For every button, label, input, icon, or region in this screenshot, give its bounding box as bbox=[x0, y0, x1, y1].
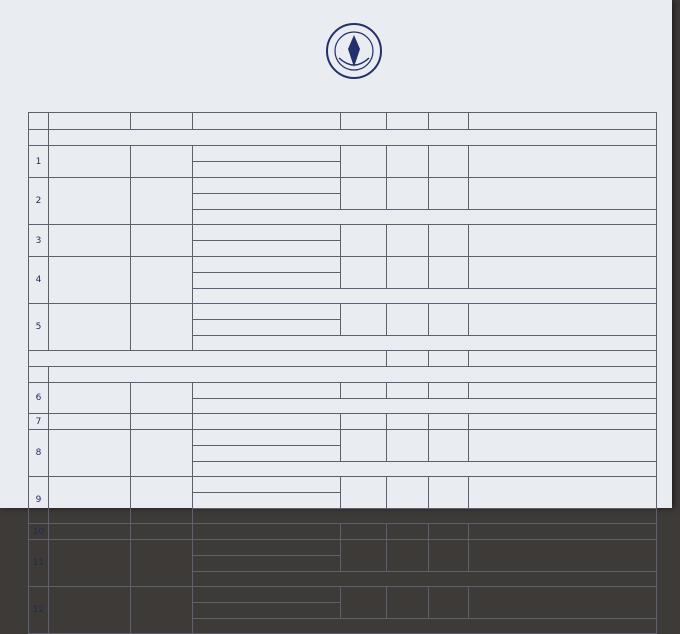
table-row bbox=[29, 587, 657, 603]
entry-cell bbox=[193, 225, 341, 241]
village-cell bbox=[131, 257, 193, 304]
count-cell bbox=[387, 304, 429, 336]
note-cell bbox=[193, 289, 657, 304]
entry-cell bbox=[193, 414, 341, 430]
village-cell bbox=[131, 477, 193, 524]
column-header bbox=[49, 113, 131, 130]
note-cell bbox=[193, 336, 657, 351]
table-header-row bbox=[29, 113, 657, 130]
count-cell bbox=[387, 257, 429, 289]
village-cell bbox=[131, 178, 193, 225]
houses-cell bbox=[429, 304, 469, 336]
entry-cell bbox=[193, 383, 341, 399]
count-cell bbox=[387, 146, 429, 178]
district-cell bbox=[49, 524, 131, 540]
row-number: 11 bbox=[29, 540, 49, 587]
table-row bbox=[29, 540, 657, 556]
entry-cell bbox=[193, 320, 341, 336]
summary-houses bbox=[429, 351, 469, 367]
unit-cell bbox=[341, 540, 387, 572]
entry-cell bbox=[193, 178, 341, 194]
table-row bbox=[29, 430, 657, 446]
entry-cell bbox=[193, 273, 341, 289]
names-cell bbox=[469, 146, 657, 178]
note-cell bbox=[193, 572, 657, 587]
table-row bbox=[29, 257, 657, 273]
entry-cell bbox=[193, 194, 341, 210]
houses-cell bbox=[429, 540, 469, 572]
count-cell bbox=[387, 540, 429, 572]
row-number: 1 bbox=[29, 146, 49, 178]
houses-cell bbox=[429, 587, 469, 619]
unit-cell bbox=[341, 178, 387, 210]
count-cell bbox=[387, 414, 429, 430]
names-cell bbox=[469, 477, 657, 509]
district-cell bbox=[49, 146, 131, 178]
count-cell bbox=[387, 524, 429, 540]
row-number: 12 bbox=[29, 587, 49, 634]
row-number: 6 bbox=[29, 383, 49, 414]
entry-cell bbox=[193, 146, 341, 162]
unit-cell bbox=[341, 146, 387, 178]
district-cell bbox=[49, 225, 131, 257]
names-cell bbox=[469, 257, 657, 289]
section-name bbox=[49, 367, 657, 383]
houses-cell bbox=[429, 477, 469, 509]
table-row bbox=[29, 225, 657, 241]
names-cell bbox=[469, 304, 657, 336]
houses-cell bbox=[429, 414, 469, 430]
summary-row bbox=[29, 351, 657, 367]
note-cell bbox=[193, 210, 657, 225]
table-row bbox=[29, 414, 657, 430]
unit-cell bbox=[341, 587, 387, 619]
note-cell bbox=[193, 619, 657, 634]
names-cell bbox=[469, 178, 657, 210]
row-number: 8 bbox=[29, 430, 49, 477]
unit-cell bbox=[341, 383, 387, 399]
village-cell bbox=[131, 524, 193, 540]
district-cell bbox=[49, 304, 131, 351]
section-name bbox=[49, 130, 657, 146]
district-cell bbox=[49, 430, 131, 477]
row-number: 3 bbox=[29, 225, 49, 257]
column-header bbox=[469, 113, 657, 130]
entry-cell bbox=[193, 587, 341, 603]
names-cell bbox=[469, 225, 657, 257]
names-cell bbox=[469, 430, 657, 462]
district-cell bbox=[49, 587, 131, 634]
village-cell bbox=[131, 225, 193, 257]
village-cell bbox=[131, 587, 193, 634]
column-header bbox=[341, 113, 387, 130]
unit-cell bbox=[341, 225, 387, 257]
houses-cell bbox=[429, 430, 469, 462]
district-cell bbox=[49, 178, 131, 225]
table-row bbox=[29, 477, 657, 493]
village-cell bbox=[131, 430, 193, 477]
entry-cell bbox=[193, 257, 341, 273]
column-header bbox=[193, 113, 341, 130]
row-number: 10 bbox=[29, 524, 49, 540]
names-cell bbox=[469, 383, 657, 399]
unit-cell bbox=[341, 430, 387, 462]
section-row bbox=[29, 130, 657, 146]
district-cell bbox=[49, 414, 131, 430]
village-cell bbox=[131, 146, 193, 178]
houses-cell bbox=[429, 524, 469, 540]
table-row bbox=[29, 304, 657, 320]
entry-cell bbox=[193, 162, 341, 178]
entry-cell bbox=[193, 446, 341, 462]
houses-cell bbox=[429, 146, 469, 178]
entry-cell bbox=[193, 241, 341, 257]
district-cell bbox=[49, 257, 131, 304]
summary-empty bbox=[469, 351, 657, 367]
row-number: 9 bbox=[29, 477, 49, 524]
note-cell bbox=[193, 462, 657, 477]
houses-cell bbox=[429, 225, 469, 257]
village-cell bbox=[131, 383, 193, 414]
houses-cell bbox=[429, 383, 469, 399]
note-cell bbox=[193, 509, 657, 524]
count-cell bbox=[387, 430, 429, 462]
count-cell bbox=[387, 587, 429, 619]
summary-label bbox=[29, 351, 387, 367]
district-cell bbox=[49, 383, 131, 414]
row-number: 5 bbox=[29, 304, 49, 351]
table-row bbox=[29, 524, 657, 540]
count-cell bbox=[387, 178, 429, 210]
entry-cell bbox=[193, 540, 341, 556]
entry-cell bbox=[193, 304, 341, 320]
houses-cell bbox=[429, 257, 469, 289]
note-cell bbox=[193, 399, 657, 414]
column-header bbox=[429, 113, 469, 130]
entry-cell bbox=[193, 603, 341, 619]
section-number-cell bbox=[29, 367, 49, 383]
unit-cell bbox=[341, 257, 387, 289]
names-cell bbox=[469, 540, 657, 572]
names-cell bbox=[469, 587, 657, 619]
summary-count bbox=[387, 351, 429, 367]
section-number-cell bbox=[29, 130, 49, 146]
names-cell bbox=[469, 524, 657, 540]
section-row bbox=[29, 367, 657, 383]
entry-cell bbox=[193, 524, 341, 540]
data-table bbox=[28, 112, 657, 634]
row-number: 2 bbox=[29, 178, 49, 225]
village-cell bbox=[131, 414, 193, 430]
table-row bbox=[29, 383, 657, 399]
entry-cell bbox=[193, 430, 341, 446]
entry-cell bbox=[193, 493, 341, 509]
count-cell bbox=[387, 477, 429, 509]
row-number: 7 bbox=[29, 414, 49, 430]
entry-cell bbox=[193, 556, 341, 572]
table-body bbox=[29, 130, 657, 634]
table-row bbox=[29, 178, 657, 194]
count-cell bbox=[387, 383, 429, 399]
unit-cell bbox=[341, 524, 387, 540]
houses-cell bbox=[429, 178, 469, 210]
column-header bbox=[131, 113, 193, 130]
column-header bbox=[387, 113, 429, 130]
row-number: 4 bbox=[29, 257, 49, 304]
column-header bbox=[29, 113, 49, 130]
seal-emblem-icon bbox=[325, 22, 383, 80]
table-row bbox=[29, 146, 657, 162]
district-cell bbox=[49, 540, 131, 587]
unit-cell bbox=[341, 477, 387, 509]
village-cell bbox=[131, 540, 193, 587]
unit-cell bbox=[341, 304, 387, 336]
unit-cell bbox=[341, 414, 387, 430]
entry-cell bbox=[193, 477, 341, 493]
village-cell bbox=[131, 304, 193, 351]
district-cell bbox=[49, 477, 131, 524]
names-cell bbox=[469, 414, 657, 430]
count-cell bbox=[387, 225, 429, 257]
